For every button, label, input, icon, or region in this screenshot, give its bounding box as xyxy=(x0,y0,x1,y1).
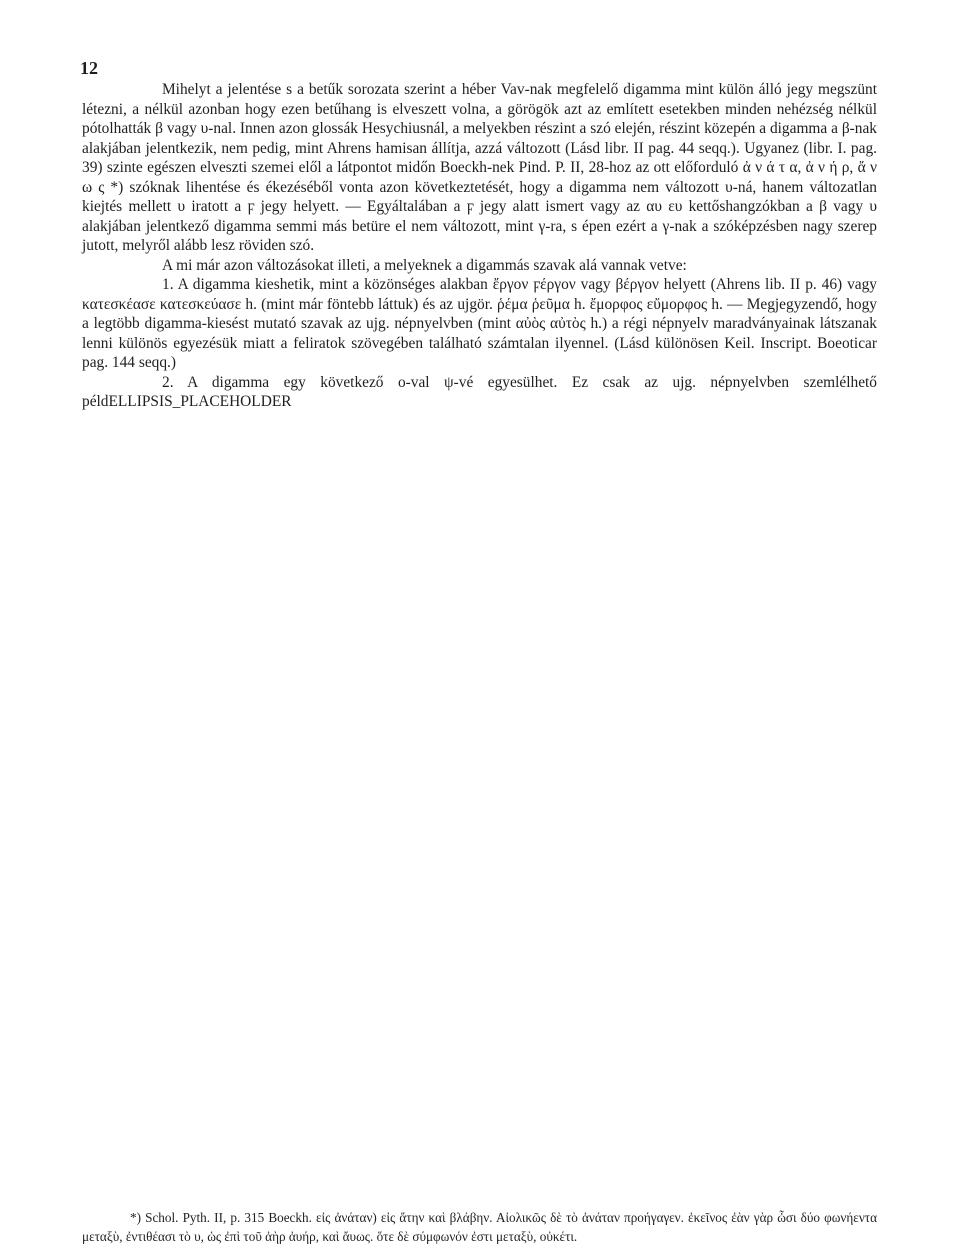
paragraph-1: Mihelyt a jelentése s a betűk sorozata szerint a héber Vav-nak megfelelő digamma mint külön álló jegy megszünt létezni, a nélkül azonban hogy ezen betűhang is elveszett volna, a görögök azt az említett esetekben minden nehézség nélkül pótolhatták β vagy υ-nal. Innen azon glossák Hesychiusnál, a melyekben részint a szó elején, részint közepén a digamma a β-nak alakjában jelentkezik, nem pedig, mint Ahrens hamisan állítja, azzá változott (Lásd libr. II pag. 44 seqq.). Ugyanez (libr. I. pag. 39) szinte egészen elveszti szemei elől a látpontot midőn Boeckh-nek Pind. P. II, 28-hoz az ott előforduló ἀ ν ά τ α, ἀ ν ή ρ, ἄ ν ω ς *) szóknak lihentése és ékezéséből vonta azon következtetését, hogy a digamma nem változott υ-ná, hanem változatlan kiejtés mellett υ iratott a ϝ jegy helyett. — Egyáltalában a ϝ jegy alatt ismert vagy az αυ ευ kettőshangzókban a β vagy υ alakjában jelentkező digamma semmi más betüre el nem változott, mint γ-ra, s épen ezért a γ-nak a szóképzésben nagy szerep jutott, melyről alább lesz röviden szó. xyxy=(82,81,877,254)
footnote: *) Schol. Pyth. II, p. 315 Boeckh. εἰς ἀνάταν) εἰς ἄτην καὶ βλάβην. Αἰολικῶς δὲ τὸ ἀνάταν προήγαγεν. ἐκεῖνος ἐὰν γὰρ ὦσι δύο φωνήεντα μεταξὺ, ἐντιθέασι τὸ υ, ὡς ἐπὶ τοῦ ἀὴρ ἀυήρ, καὶ ἄυως. ὅτε δὲ σύμφωνόν ἐστι μεταξὺ, οὐκέτι. xyxy=(82,1210,877,1244)
paragraph-3: 1. A digamma kieshetik, mint a közönséges alakban ἔργον ϝέργον vagy βέργον helyett (Ahrens lib. II p. 46) vagy κατεσκέασε κατεσκεύασε h. (mint már föntebb láttuk) és az ujgör. ῥέμα ῥεῦμα h. ἔμορφος εὔμορφος h. — Megjegyzendő, hogy a legtöbb digamma-kiesést mutató szavak az ujg. népnyelvben (mint αὐὸς αὐτὸς h.) a régi népnyelv maradványainak látszanak lenni különös egyezésük miatt a feliratok szövegében található számtalan ilyennel. (Lásd különösen Keil. Inscript. Boeoticar pag. 144 seqq.) xyxy=(82,276,877,371)
paragraph-4: 2. A digamma egy következő ο-val ψ-vé egyesülhet. Ez csak az ujg. népnyelvben szemlélhető példELLIPSIS_PLACEHOLDER xyxy=(82,373,877,410)
body-text xyxy=(82,80,877,412)
paragraph-2: A mi már azon változásokat illeti, a melyeknek a digammás szavak alá vannak vetve: xyxy=(162,256,687,274)
page-number: 12 xyxy=(80,58,98,78)
